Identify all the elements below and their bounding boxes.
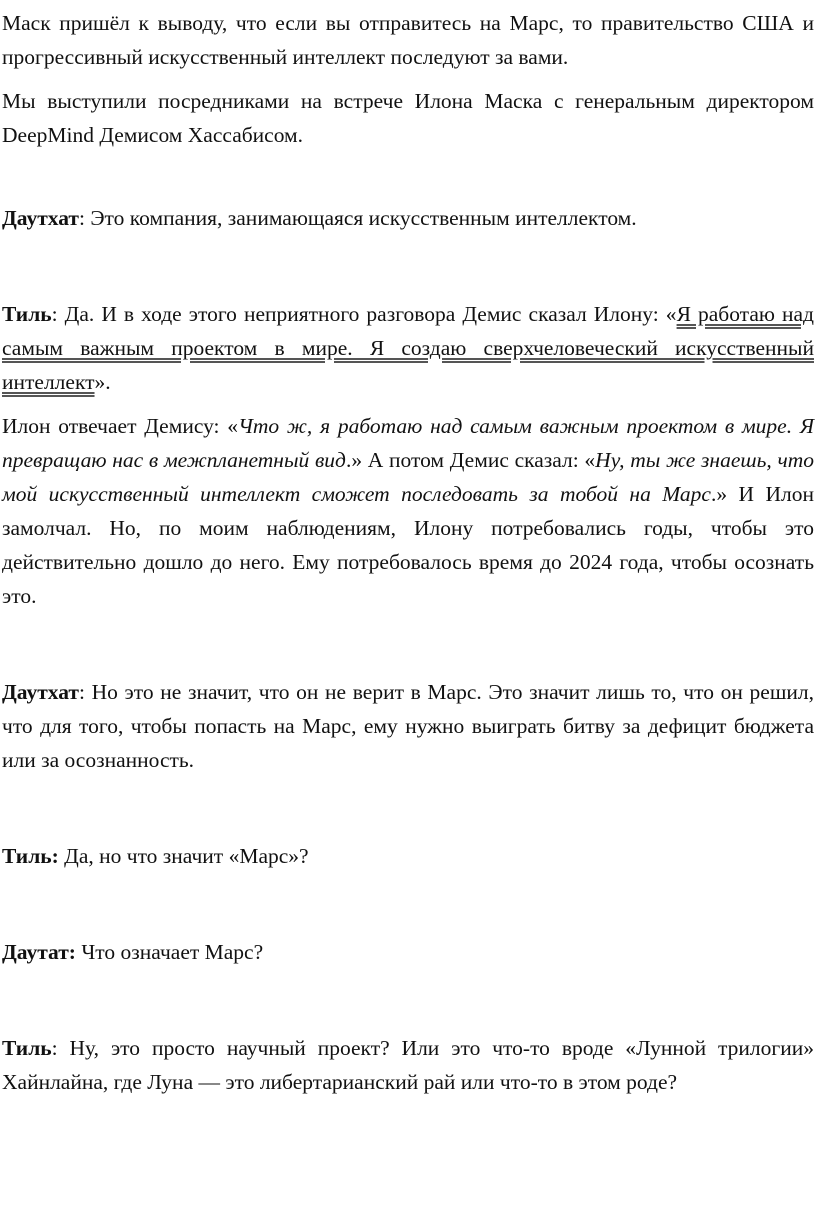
underlined-quote: Я работаю над самым важным проектом в мире. Я создаю сверхчеловеческий искусственный интеллект	[2, 302, 814, 394]
italic-quote: Ну, ты же знаешь, что мой искусственный интеллект сможет последовать за тобой на Марс	[2, 448, 814, 506]
paragraph-elon-reply	[2, 409, 814, 613]
speech-text: Что означает Марс?	[75, 940, 264, 964]
speaker-separator: :	[78, 206, 85, 230]
dialogue-thiel-2	[2, 839, 814, 873]
speaker-separator: :	[78, 680, 85, 704]
speech-text: Да. И в ходе этого неприятного разговора Демис сказал Илону: «	[57, 302, 677, 326]
speaker-name: Тиль	[2, 302, 52, 326]
speaker-separator: :	[51, 302, 58, 326]
dialogue-douthat-3	[2, 935, 814, 969]
speech-text: Ну, это просто научный проект? Или это что-то вроде «Лунной трилогии» Хайнлайна, где Луна — это либертарианский рай или что-то в этом роде?	[2, 1036, 814, 1094]
speaker-name: Даутат:	[2, 940, 76, 964]
text-segment: Илон отвечает Демису: «	[2, 414, 239, 438]
paragraph-meeting: Мы выступили посредниками на встрече Илона Маска с генеральным директором DeepMind Демисом Хассабисом.	[2, 89, 814, 147]
speech-text-end: ».	[94, 370, 111, 394]
text-segment: .» И Илон замолчал. Но, по моим наблюдениям, Илону потребовались годы, чтобы это действительно дошло до него. Ему потребовалось время до 2024 года, чтобы осознать это.	[2, 482, 814, 608]
dialogue-douthat-1	[2, 201, 814, 235]
speech-text: Это компания, занимающаяся искусственным интеллектом.	[84, 206, 637, 230]
dialogue-thiel-3	[2, 1031, 814, 1099]
speech-text: Но это не значит, что он не верит в Марс. Это значит лишь то, что он решил, что для того, чтобы попасть на Марс, ему нужно выиграть битву за дефицит бюджета или за осознанность.	[2, 680, 814, 772]
speaker-separator: :	[51, 1036, 58, 1060]
speaker-name: Тиль	[2, 1036, 52, 1060]
paragraph-intro: Маск пришёл к выводу, что если вы отправитесь на Марс, то правительство США и прогрессивный искусственный интеллект последуют за вами.	[2, 11, 814, 69]
speech-text: Да, но что значит «Марс»?	[58, 844, 309, 868]
speaker-name: Даутхат	[2, 680, 79, 704]
speaker-name: Тиль:	[2, 844, 59, 868]
dialogue-thiel-1	[2, 297, 814, 399]
italic-quote: Что ж, я работаю над самым важным проектом в мире. Я превращаю нас в межпланетный вид	[2, 414, 814, 472]
dialogue-douthat-2	[2, 675, 814, 777]
document-page	[2, 0, 814, 1099]
text-segment: .» А потом Демис сказал: «	[345, 448, 596, 472]
speaker-name: Даутхат	[2, 206, 79, 230]
